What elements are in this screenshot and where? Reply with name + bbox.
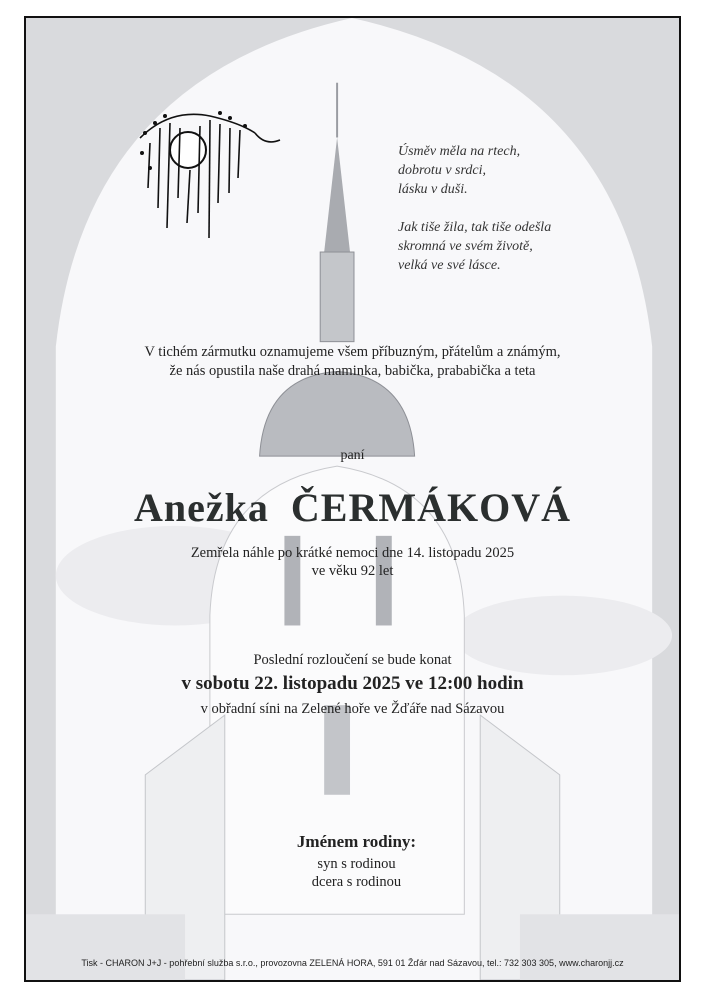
family-heading: Jménem rodiny: xyxy=(296,832,417,851)
family-member: dcera s rodinou xyxy=(311,874,402,890)
death-info xyxy=(26,544,679,580)
verse-line: skromná ve svém životě, xyxy=(398,239,533,254)
obituary-frame xyxy=(24,16,681,982)
family-member: syn s rodinou xyxy=(317,856,396,872)
first-name: Anežka xyxy=(134,485,269,530)
intro-line: V tichém zármutku oznamujeme všem příbuzným, přátelům a známým, xyxy=(144,344,561,360)
print-footer: Tisk - CHARON J+J - pohřební služba s.r.o., provozovna ZELENÁ HORA, 591 01 Žďár nad Sázavou, tel.: 732 303 305, www.charonjj.cz xyxy=(81,958,624,968)
verse-line: lásku v duši. xyxy=(398,182,468,197)
intro-line: že nás opustila naše drahá maminka, babička, prababička a teta xyxy=(169,363,536,379)
announcement-intro xyxy=(26,343,679,381)
memorial-verse xyxy=(398,142,551,275)
verse-line: dobrotu v srdci, xyxy=(398,163,487,178)
age-line: ve věku 92 let xyxy=(311,563,394,579)
family-list xyxy=(26,855,679,891)
honorific: paní xyxy=(340,448,365,463)
moon-willow-emblem xyxy=(130,98,300,273)
funeral-location: v obřadní síni na Zelené hoře ve Žďáře nad Sázavou xyxy=(200,701,505,717)
last-name: ČERMÁKOVÁ xyxy=(290,485,571,530)
death-date-line: Zemřela náhle po krátké nemoci dne 14. listopadu 2025 xyxy=(190,545,515,561)
verse-line: Úsměv měla na rtech, xyxy=(398,144,521,159)
funeral-intro: Poslední rozloučení se bude konat xyxy=(253,652,452,668)
funeral-datetime: v sobotu 22. listopadu 2025 ve 12:00 hodin xyxy=(181,673,524,694)
deceased-name xyxy=(26,484,679,531)
verse-line: velká ve své lásce. xyxy=(398,258,501,273)
verse-line: Jak tiše žila, tak tiše odešla xyxy=(398,220,552,235)
